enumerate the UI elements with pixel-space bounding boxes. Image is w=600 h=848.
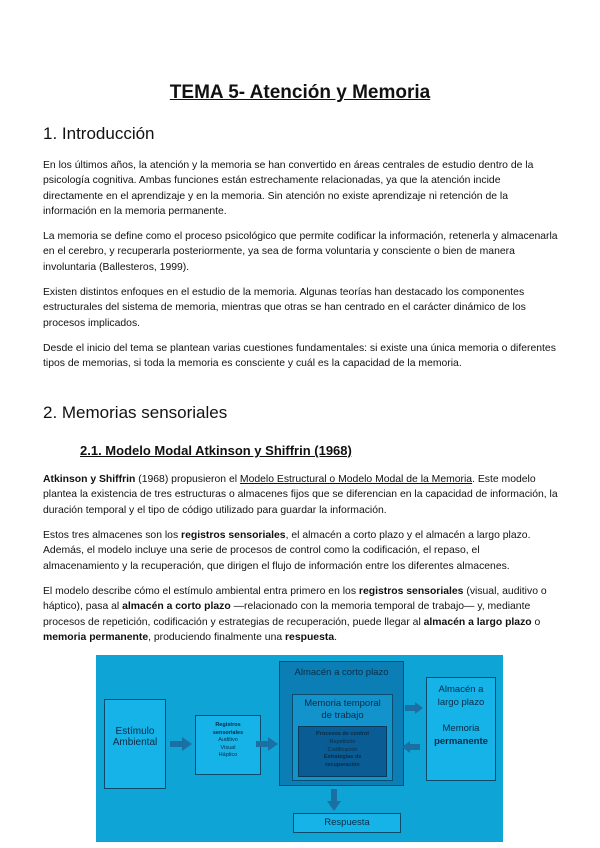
arrow-right-icon — [256, 737, 278, 751]
bold-term: memoria permanente — [43, 632, 149, 644]
control-item-repeticion: Repetición — [329, 738, 356, 745]
control-processes-box — [298, 726, 387, 777]
model-link-text: Modelo Estructural o Modelo Modal de la Memoria — [239, 474, 473, 485]
arrow-left-icon — [402, 741, 420, 753]
register-item-visual: Visual — [220, 744, 236, 751]
text-run: , produciendo finalmente una — [148, 632, 286, 644]
control-item-estrategias: Estrategias de — [323, 754, 362, 761]
bold-term: registros sensoriales — [181, 530, 286, 541]
text-run: (1968) propusieron el — [135, 474, 240, 485]
stimulus-box — [104, 699, 166, 789]
bold-term: respuesta — [285, 632, 335, 644]
working-memory-line-1: Memoria temporal — [304, 698, 381, 709]
sensorial-paragraph-3 — [43, 584, 558, 646]
long-term-title-line-1: Almacén a — [438, 684, 484, 695]
section-heading-introduccion: 1. Introducción — [43, 124, 155, 143]
short-term-store-box — [279, 661, 404, 786]
sensorial-paragraph-1 — [43, 472, 558, 518]
text-run: —relacionado con la memoria temporal de trabajo— y, mediante procesos de repetición, codificación y estrategias de recuperación, puede llegar al — [43, 601, 531, 628]
registers-title-line-1: Registros — [215, 722, 241, 728]
text-run: o — [531, 616, 541, 628]
page-title: TEMA 5- Atención y Memoria — [169, 82, 431, 103]
text-run: . Este modelo plantea la existencia de tres estructuras o almacenes fijos que se diferencian en la capacidad de información, la duración temporal y el tipo de código utilizado para guardar la información. — [43, 474, 558, 516]
long-term-sub-line-2: permanente — [434, 735, 488, 747]
stimulus-label-line-2: Ambiental — [112, 737, 158, 748]
text-run: , el almacén a corto plazo y el almacén a largo plazo. Además, el modelo incluye una serie de procesos de control como la codificación, el repaso, el almacenamiento y la recuperación, que dirigen el flujo de información entre los diferentes almacenes. — [43, 530, 531, 572]
arrow-right-icon — [405, 702, 423, 714]
arrow-right-icon — [170, 737, 192, 751]
intro-paragraph-2: La memoria se define como el proceso psicológico que permite codificar la información, retenerla y almacenarla en el cerebro, y recuperarla posteriormente, ya sea de forma voluntaria y consciente o bien de manera involuntaria (Ballesteros, 1999). — [43, 231, 558, 273]
intro-paragraph-3: Existen distintos enfoques en el estudio de la memoria. Algunas teorías han destacado los componentes estructurales del sistema de memoria, mientras que otras se han centrado en el carácter dinámico de los procesos implicados. — [43, 287, 526, 329]
long-term-store-box — [426, 677, 496, 781]
long-term-title-line-2: largo plazo — [437, 696, 485, 708]
text-run: Estos tres almacenes son los — [43, 530, 182, 541]
bold-term: almacén a largo plazo — [423, 616, 532, 628]
modal-model-diagram — [96, 655, 503, 842]
subsection-heading-modelo-modal: 2.1. Modelo Modal Atkinson y Shiffrin (1968) — [80, 443, 352, 458]
sensorial-paragraph-2 — [43, 528, 558, 574]
control-item-codificacion: Codificación — [327, 746, 358, 753]
response-box — [293, 813, 401, 833]
register-item-auditivo: Auditivo — [218, 737, 238, 743]
short-term-title: Almacén a corto plazo — [294, 667, 389, 678]
text-run: El modelo describe cómo el estímulo ambiental entra primero en los — [43, 586, 359, 597]
text-run: (visual, auditivo o háptico), pasa al — [43, 586, 547, 613]
intro-paragraph-4: Desde el inicio del tema se plantean varias cuestiones fundamentales: si existe una única memoria o diferentes tipos de memorias, si toda la memoria es consciente y cuál es la capacidad de la memoria. — [43, 343, 556, 370]
working-memory-line-2: de trabajo — [321, 710, 364, 721]
working-memory-box — [292, 694, 393, 781]
bold-term: almacén a corto plazo — [122, 601, 231, 613]
bold-authors: Atkinson y Shiffrin — [43, 474, 136, 485]
control-item-recuperacion: recuperación — [325, 762, 360, 769]
intro-paragraph-1: En los últimos años, la atención y la memoria se han convertido en áreas centrales de estudio dentro de la psicología cognitiva. Ambas funciones están estrechamente relacionadas, ya que la atención incide directamente en el aprendizaje y en la memoria. Sin atención no existe aprendizaje ni retención de la información en la memoria permanente. — [43, 160, 534, 218]
response-label: Respuesta — [324, 817, 370, 828]
register-item-haptico: Háptico — [218, 752, 238, 758]
control-title: Procesos de control — [316, 731, 369, 737]
long-term-sub-line-1: Memoria — [442, 723, 480, 734]
stimulus-label-line-1: Estímulo — [115, 726, 155, 737]
text-run: . — [334, 632, 337, 644]
sensory-registers-box — [195, 715, 261, 775]
bold-term: registros sensoriales — [358, 586, 464, 597]
arrow-down-icon — [327, 789, 341, 811]
registers-title-line-2: sensoriales — [212, 729, 244, 736]
section-heading-memorias-sensoriales: 2. Memorias sensoriales — [43, 403, 228, 422]
